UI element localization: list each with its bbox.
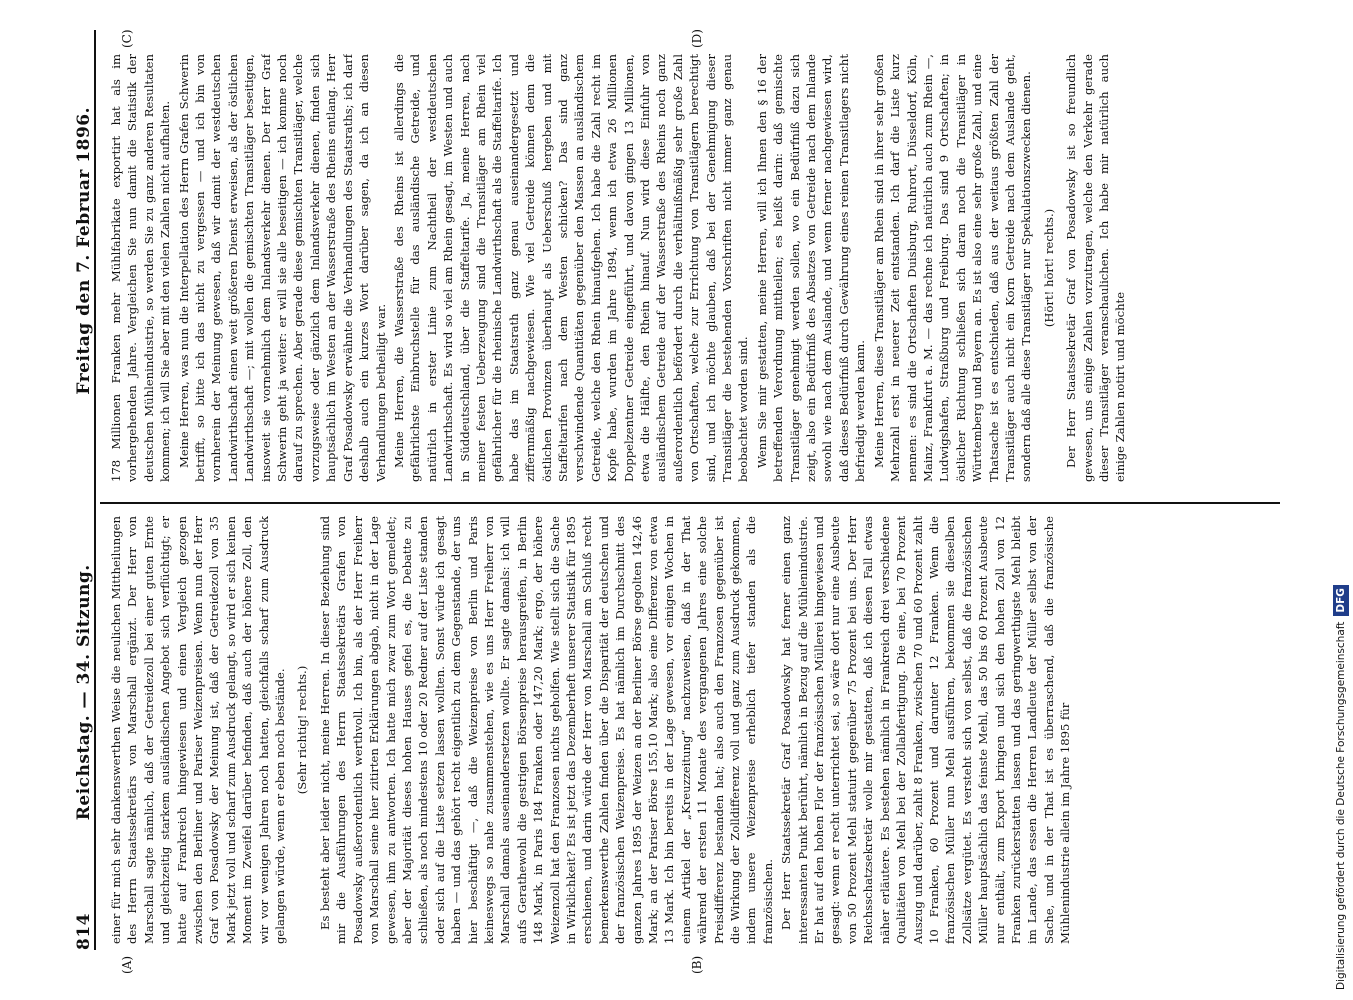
paragraph: Der Herr Staatssekretär Graf Posadowsky hat ferner einen ganz interessanten Punkt berührt, nämlich in Bezug auf die Mühlenindustrie. Er hat auf den hohen Flor der französischen Müllerei hingewiesen und gesagt: wenn er recht unterrichtet sei, so wäre dort nur eine Ausbeute von 50 Prozent Mehl statuirt gegenüber 75 Prozent bei uns. Der Herr Reichsschatzsekretär wolle mir gestatten, daß ich diesen Fall etwas näher erläutere. Es bestehen nämlich in Frankreich drei verschiedene Qualitäten von Mehl bei der Zollabfertigung. Die eine, bei 70 Prozent Auszug und darüber, zahlt 8 Franken, zwischen 70 und 60 Prozent zahlt 10 Franken, 60 Prozent und darunter 12 Franken. Wenn die französischen Müller nun Mehl ausführen, bekommen sie dieselben Zollsätze vergütet. Es versteht sich von selbst, daß die französischen Müller hauptsächlich das feinste Mehl, das 50 bis 60 Prozent Ausbeute nur enthält, zum Export bringen und sich den hohen Zoll von 12 Franken zurückerstatten lassen und das geringwerthigste Mehl bleibt im Lande, das essen die Herren Landleute der Müller selbst von der Sache, und in der That ist es überraschend, daß die französische Mühlenindustrie allein im Jahre 1895 für [779, 516, 1073, 944]
margin-marker-b: (B) [690, 955, 704, 974]
paragraph: Der Herr Staatssekretär Graf von Posadowsky ist so freundlich gewesen, uns einige Zahlen vorzutragen, welche den Verkehr gerade dieser Transitläger veranschaulichen. Ich habe mir natürlich auch einige Zahlen notirt und möchte [1064, 54, 1128, 482]
paragraph: einer für mich sehr dankenswerthen Weise die neulichen Mittheilungen des Herrn Staatssekretärs von Marschall ergänzt. Der Herr von Marschall sagte nämlich, daß der Getreidezoll bei einer guten Ernte und gleichzeitig starkem ausländischen Angebot sich verflüchtigt; er hatte auf Frankreich hingewiesen und einen Vergleich gezogen zwischen den Berliner und Pariser Weizenpreisen. Wenn nun der Herr Graf von Posadowsky der Meinung ist, daß der Getreidezoll von 35 Mark jetzt voll und scharf zum Ausdruck gelangt, so wird er sich keinen Moment im Zweifel darüber befinden, daß auch der höhere Zoll, den wir vor wenigen Jahren noch hatten, gleichfalls scharf zum Ausdruck gelangen würde, wenn er eben noch bestände. [109, 516, 288, 944]
interjection: (Hört! hört! rechts.) [1041, 208, 1056, 328]
left-column [108, 516, 1278, 944]
page-number: 814 [74, 913, 94, 950]
paragraph: Wenn Sie mir gestatten, meine Herren, will ich Ihnen den § 16 der betreffenden Verordnung mittheilen; es heißt darin: daß gemischte Transitläger genehmigt werden sollen, wo ein Bedürfniß dazu sich zeigt, also ein Bedürfniß des Absatzes von Getreide nach dem Inlande sowohl wie nach dem Auslande, und wenn ferner nachgewiesen wird, daß dieses Bedürfniß durch Gewährung eines reinen Transitlagers nicht befriedigt werden kann. [754, 54, 868, 482]
interjection: (Sehr richtig! rechts.) [295, 665, 310, 795]
right-column [108, 54, 1278, 482]
digitization-credit [1333, 10, 1351, 990]
credit-text: Digitalisierung gefördert durch die Deutsche Forschungsgemeinschaft [1335, 621, 1347, 990]
margin-marker-d: (D) [690, 29, 704, 48]
paragraph: Meine Herren, die Wasserstraße des Rheins ist allerdings die gefährlichste Einbruchstelle für das ausländische Getreide, und natürlich in erster Linie zum Nachtheil der westdeutschen Landwirthschaft. Es wird so viel am Rhein gesagt, im Westen und auch in Süddeutschland, über die Staffeltarife. Ja, meine Herren, nach meiner festen Ueberzeugung sind die Transitläger am Rhein viel gefährlicher für die rheinische Landwirthschaft als die Staffeltarife. Ich habe das im Staatsrath ganz genau auseinandergesetzt und ziffernmäßig nachgewiesen. Wie viel Getreide können denn die östlichen Provinzen überhaupt als Ueberschuß hergeben und mit Staffeltarifen nach dem Westen schicken? Das sind ganz verschwindende Quantitäten gegenüber den Massen an ausländischem Getreide, welche den Rhein hinaufgehen. Ich habe die Zahl recht im Kopfe habe, wurden im Jahre 1894, wenn ich etwa 26 Millionen Doppelzentner Getreide eingeführt, und davon gingen 13 Millionen, etwa die Hälfte, den Rhein hinauf. Nun wird diese Einfuhr von ausländischem Getreide auf der Wasserstraße des Rheins noch ganz außerordentlich befördert durch die verhältnißmäßig sehr große Zahl von Ortschaften, welche zur Errichtung von Transitlägern berechtigt sind, und ich möchte glauben, daß bei der Genehmigung dieser Transitläger die bestehenden Vorschriften nicht immer ganz genau beobachtet worden sind. [391, 54, 751, 482]
column-divider [100, 502, 1280, 504]
session-title: Reichstag. — 34. Sitzung. [74, 564, 94, 821]
page-header [60, 30, 96, 950]
paragraph: Meine Herren, diese Transitläger am Rhein sind in ihrer sehr großen Mehrzahl erst in neuerer Zeit entstanden. Ich darf die Liste kurz nennen: es sind die Ortschaften Duisburg, Ruhrort, Düsseldorf, Köln, Mainz, Frankfurt a. M. — das rechne ich natürlich auch zum Rhein —, Ludwigshafen, Straßburg und Freiburg. Das sind 9 Ortschaften; in östlicher Richtung schließen sich daran noch die Transitläger in Württemberg und Bayern an. Es ist also eine sehr große Zahl, und eine Thatsache ist es entschieden, daß aus der weitaus größten Zahl der Transitläger auch nicht ein Korn Getreide nach dem Auslande geht, sondern daß alle diese Transitläger nur Spekulationszwecken dienen. [871, 54, 1034, 482]
paragraph: Meine Herren, was nun die Interpellation des Herrn Grafen Schwerin betrifft, so bitte ich das nicht zu vergessen — und ich bin von vornherein der Meinung gewesen, daß wir damit der westdeutschen Landwirthschaft einen weit größeren Dienst erweisen, als der östlichen Landwirthschaft —; mit wollen die gemischten Transitläger beseitigen, insoweit sie vornehmlich dem Inlandsverkehr dienen. Der Herr Graf Schwerin geht ja weiter: er will sie alle beseitigen — ich komme noch darauf zu sprechen. Aber gerade diese gemischten Transitläger, welche vorzugsweise oder gänzlich dem Inlandsverkehr dienen, finden sich hauptsächlich im Westen an der Wasserstraße des Rheins entlang. Herr Graf Posadowsky erwähnte die Verhandlungen des Staatsraths; ich darf deshalb auch ein kurzes Wort darüber sagen, da ich an diesen Verhandlungen betheiligt war. [176, 54, 388, 482]
margin-marker-a: (A) [120, 955, 134, 974]
dfg-logo: DFG [1333, 585, 1349, 616]
paragraph: Es besteht aber leider nicht, meine Herren. In dieser Beziehung sind mir die Ausführungen des Herrn Staatssekretärs Grafen von Posadowsky außerordentlich werthvoll. Ich bin, als der Herr Freiherr von Marschall seine hier zitirten Erklärungen abgab, nicht in der Lage gewesen, ihm zu antworten. Ich hatte mich zwar zum Wort gemeldet; aber der Majorität dieses hohen Hauses gefiel es, die Debatte zu schließen, als noch mindestens 10 oder 20 Redner auf der Liste standen oder sich auf die Liste setzen lassen wollten. Sonst würde ich gesagt haben — und das gehört recht eigentlich zu dem Gegenstande, der uns hier beschäftigt —, daß die Weizenpreise von Berlin und Paris keineswegs so nahe zusammenstehen, wie es uns Herr Freiherr von Marschall damals auseinandersetzen wollte. Er sagte damals: ich will aufs Gerathewohl die gestrigen Börsenpreise herausgreifen, in Berlin 148 Mark, in Paris 184 Franken oder 147,20 Mark; ergo, der höhere Weizenzoll hat den Franzosen nichts geholfen. Wie stellt sich die Sache in Wirklichkeit? Es ist jetzt das Dezemberheft unserer Statistik für 1895 erschienen, und darin würde der Herr von Marschall am Schluß recht bemerkenswerthe Zahlen finden über die Disparität der deutschen und der französischen Weizenpreise. Es hat nämlich im Durchschnitt des ganzen Jahres 1895 der Weizen an der Berliner Börse gegolten 142,46 Mark; an der Pariser Börse 155,10 Mark; also eine Differenz von etwa 13 Mark. Ich bin bereits in der Lage gewesen, vor einigen Wochen in einem Artikel der „Kreuzzeitung“ nachzuweisen, daß in der That während der ersten 11 Monate des vergangenen Jahres eine solche Preisdifferenz bestanden hat; also auch den Franzosen gegenüber ist die Wirkung der Zolldifferenz voll und ganz zum Ausdruck gekommen, indem unsere Weizenpreise erheblich tiefer standen als die französischen. [317, 516, 775, 944]
session-date: Freitag den 7. Februar 1896. [74, 106, 94, 395]
margin-marker-c: (C) [120, 29, 134, 48]
paragraph: 178 Millionen Franken mehr Mühlfabrikate exportirt hat als im vorhergehenden Jahre. Vergleichen Sie nun damit die Statistik der deutschen Mühlenindustrie, so werden Sie zu ganz anderen Resultaten kommen; ich will Sie aber mit den vielen Zahlen nicht aufhalten. [109, 54, 173, 482]
